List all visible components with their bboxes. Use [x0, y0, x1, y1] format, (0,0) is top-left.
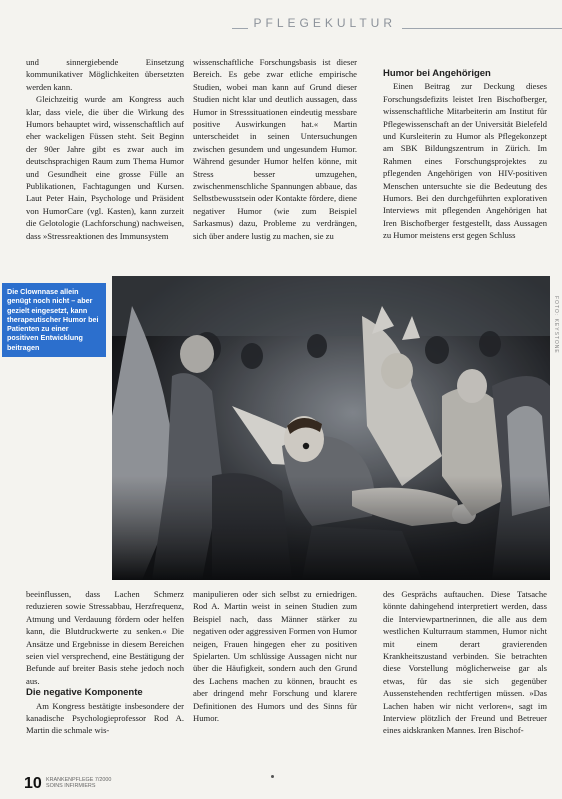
- magazine-line-1: KRANKENPFLEGE 7/2000: [46, 777, 112, 783]
- photo-caption: [2, 283, 106, 357]
- magazine-name: [46, 777, 111, 790]
- article-column-bottom-2: [193, 588, 357, 738]
- paragraph: beeinflussen, dass Lachen Schmerz reduzieren sowie Stressabbau, Herzfrequenz, Atmung und Verdauung fördern oder helfen kann, die Blutdruckwerte zu senken.« Die Ansätze und Ergebnisse in diesem Bereichen seien viel versprechend, eine Bestätigung der Befunde auf breiter Basis stehe jedoch noch aus.: [26, 589, 184, 686]
- paragraph: wissenschaftliche Forschungsbasis ist dieser Bereich. Es gebe zwar etliche empirische Studien, wobei man kann auf Grund dieser Studien nicht klar und deutlich aussagen, dass Humor in Stresssituationen eindeutig messbare positive Auswirkungen hat.« Martin unterscheidet in seinen Untersuchungen zwischen gesundem und ungesundem Humor. Während gesunder Humor helfen könne, mit Stress besser umzugehen, zwischenmenschliche Spannungen abbaue, das Selbstbewusstsein oder Kontakte fördere, diene negativer Humor (wie zum Beispiel Sarkasmus) dazu, Probleme zu verdrängen, sich über andere lustig zu machen, sie zu: [193, 57, 357, 241]
- section-title: PFLEGEKULTUR: [248, 16, 402, 30]
- article-column-bottom-3: [383, 588, 547, 783]
- paragraph: Am Kongress bestätigte insbesondere der kanadische Psychologieprofessor Rod A. Martin die schmale wis-: [26, 700, 184, 736]
- magazine-line-2: SOINS INFIRMIERS: [46, 783, 96, 790]
- article-column-top-2: [193, 56, 357, 276]
- paragraph: Gleichzeitig wurde am Kongress auch klar, dass viele, die über die Wirkung des Humors behauptet wird, wissenschaftlich auf eher wackeligen Füssen steht. Seit Beginn der 90er Jahre gibt es zwar auch im deutschsprachigen Raum zum Thema Humor und Gesundheit eine grosse Fülle an Publikationen, Fachtagungen und Kursen. Laut Peter Hain, Psychologe und Präsident von HumorCare (vgl. Kasten), kann zurzeit die Gelotologie (Lachforschung) nachweisen, dass »Stressreaktionen des Immunsystem: [26, 94, 184, 241]
- photo-crowd-dancing: [112, 276, 550, 580]
- photo-credit: FOTO: KEYSTONE: [553, 296, 559, 354]
- article-column-top-1: [26, 56, 184, 276]
- paragraph: des Gesprächs auftauchen. Diese Tatsache könnte dahingehend interpretiert werden, dass die Interviewpartnerinnen, die alle aus dem westlichen Kulturraum stammen, Humor nicht mit einem derart gravierenden Krankheitszustand verbinden. Sie betrachten diese Vorstellung möglicherweise gar als etwas, für das sie sich gegenüber Aussenstehenden rechtfertigen müssen. »Das Lachen haben wir nicht verloren«, sagt im Interview plötzlich der Freund und Betreuer eines aidskranken Mannes. Iren Bischof-: [383, 589, 547, 736]
- page-number: 10: [24, 775, 42, 792]
- article-column-top-3: [383, 56, 547, 276]
- subheading-humor-angehoerige: Humor bei Angehörigen: [383, 68, 491, 79]
- caption-text: Die Clownnase allein genügt noch nicht – aber gezielt eingesetzt, kann therapeutischer Humor bei Patienten zu einer positiven Entwicklung beitragen: [7, 287, 99, 352]
- running-header: [0, 0, 562, 48]
- paragraph: und sinnergiebende Einsetzung kommunikativer Möglichkeiten übersetzten werden kann.: [26, 57, 184, 92]
- subheading-negative-komponente: Die negative Komponente: [26, 687, 143, 699]
- footer-dot: [271, 775, 274, 778]
- paragraph: Einen Beitrag zur Deckung dieses Forschungsdefizits leistet Iren Bischofberger, wissenschaftliche Mitarbeiterin am Institut für Pflegewissenschaft an der Universität Bielefeld und Kursleiterin zu Humor als Pflegekonzept am SBK Bildungszentrum in Zürich. Im Rahmen eines Forschungsprojektes zu pflegenden Angehörigen von HIV-positiven Menschen untersuchte sie die Bedeutung des Humors. Bei den durchgeführten explorativen Interviews mit pflegenden Angehörigen hat Iren Bischofberger festgestellt, dass Aussagen zu Humor meistens erst gegen Schluss: [383, 81, 547, 241]
- article-photo: [112, 276, 550, 580]
- page-footer: [0, 769, 562, 799]
- paragraph: manipulieren oder sich selbst zu erniedrigen. Rod A. Martin weist in seinen Studien zum Beispiel nach, dass Männer stärker zu negativen oder aggressiven Formen von Humor neigen, Frauen hingegen eher zu positiven Spielarten. Um schlüssige Aussagen nicht nur über die Häufigkeit, sondern auch den Grund des Lachens machen zu können, braucht es aber dringend mehr Forschung und klarere Definitionen des Humors und des Sinns für Humor.: [193, 589, 357, 724]
- article-column-bottom-1: [26, 588, 184, 783]
